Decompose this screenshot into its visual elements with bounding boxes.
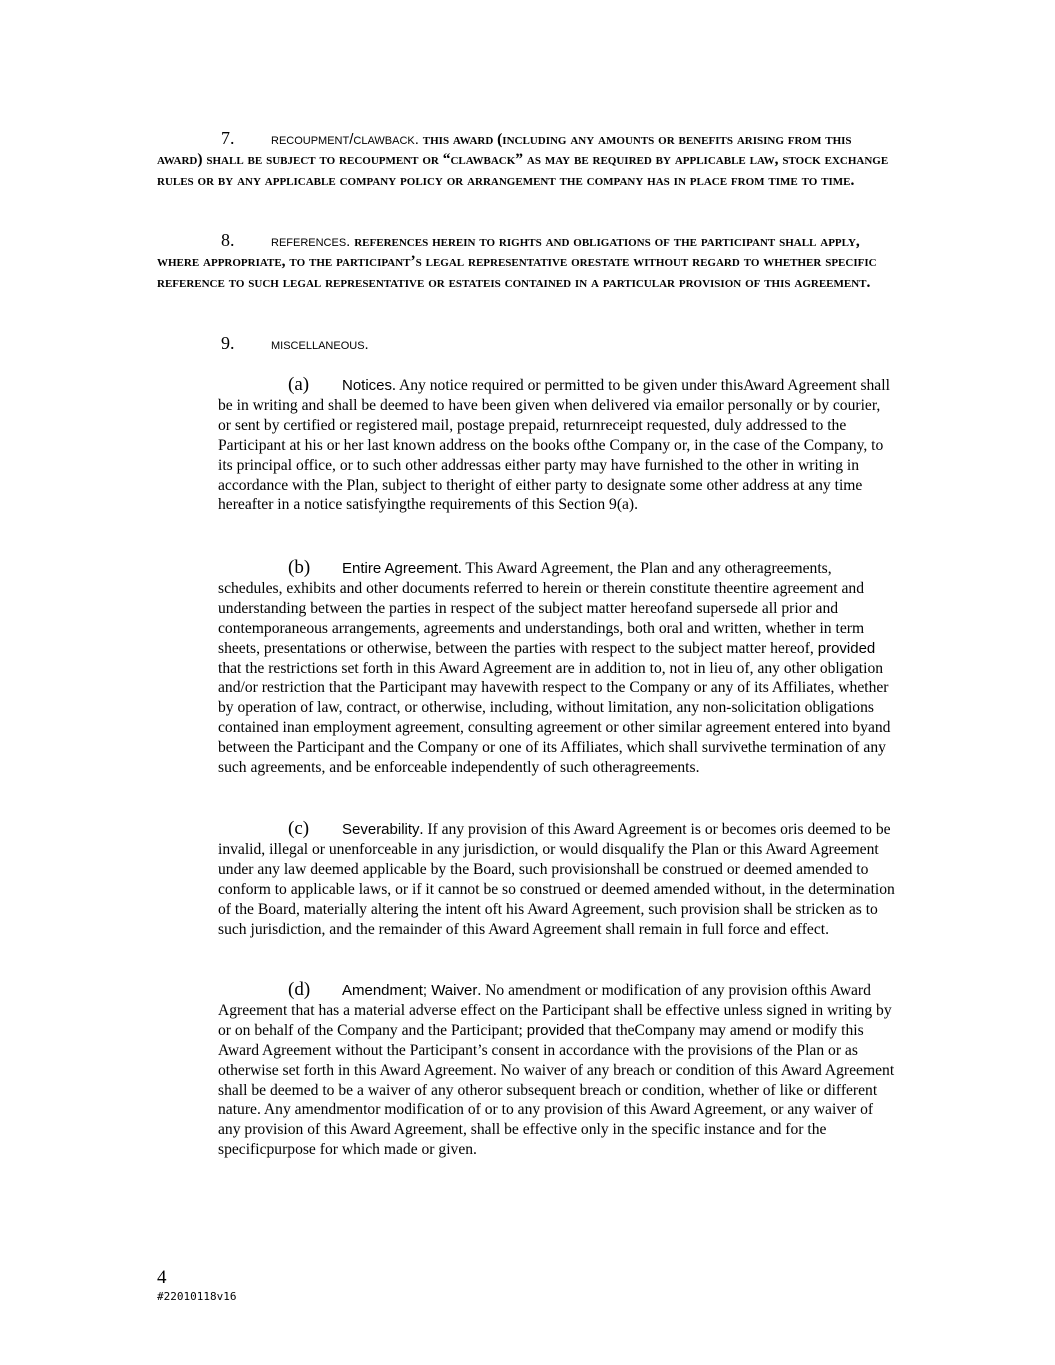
subsection-heading: Severability: [342, 821, 420, 838]
subsection-text: . If any provision of this Award Agreement is or becomes oris deemed to be invalid, illegal or unenforceable in any jurisdiction, or would disqualify the Plan or this Award Agreement under any law deemed applicable by the Board, such provisionshall be construed or deemed amended to conform to applicable laws, or if it cannot be so construed or deemed amended without, in the determination of the Board, materially altering the intent oft his Award Agreement, such provision shall be stricken as to such jurisdiction, and the remainder of this Award Agreement shall remain in full force and effect.: [218, 821, 895, 938]
section-9: [157, 333, 897, 355]
document-id: #22010118v16: [157, 1290, 237, 1303]
subsection-text: . This Award Agreement, the Plan and any otheragreements, schedules, exhibits and other documents referred to herein or therein constitute theentire agreement and understanding between the parties in respect of the subject matter hereofand supersede all prior and contemporaneous arrangements, agreements and understandings, both oral and written, whether in term sheets, presentations or otherwise, between the parties with respect to the subject matter hereof,: [218, 560, 865, 657]
page-number: 4: [157, 1267, 167, 1288]
subsection-label: (d): [288, 979, 311, 1000]
subsection-text: . Any notice required or permitted to be given under thisAward Agreement shall be in writing and shall be deemed to have been given when delivered via emailor personally or by courier, or sent by certified or registered mail, postage prepaid, returnreceipt requested, duly addressed to the Participant at his or her last known address on the books ofthe Company or, in the case of the Company, to its principal office, or to such other addressas either party may have furnished to the other in writing in accordance with the Plan, subject to theright of either party to designate some other address at any time hereafter in a notice satisfyingthe requirements of this Section 9(a).: [218, 377, 890, 514]
section-7: [157, 128, 897, 191]
section-number: 8.: [221, 230, 235, 250]
subsection-label: (c): [288, 818, 310, 839]
section-number: 7.: [221, 128, 235, 148]
section-heading: references.: [271, 233, 351, 250]
subsection-heading: Amendment; Waiver: [342, 982, 478, 999]
subsection-amendment-waiver: [218, 980, 896, 1160]
subsection-text: . No amendment or modification of any provision ofthis Award Agreement that has a material adverse effect on the Participant shall be effective unless signed in writing by or on behalf of the Company and the Participant;: [218, 982, 892, 1039]
subsection-label: (a): [288, 374, 310, 395]
subsection-notices: [218, 375, 896, 515]
provided-emphasis: provided: [817, 639, 876, 657]
subsection-heading: Notices: [342, 377, 393, 394]
provided-emphasis: provided: [526, 1021, 585, 1039]
subsection-label: (b): [288, 557, 311, 578]
section-text: this award (including any amounts or benefits arising from this award) shall be subject to recoupment or “clawback” as may be required by applicable law, stock exchange rules or by any applicable company policy or arrangement the company has in place from time to time.: [157, 131, 889, 189]
subsection-heading: Entire Agreement: [342, 560, 458, 577]
subsection-text-continued: that the restrictions set forth in this Award Agreement are in addition to, not in lieu of, any other obligation and/or restriction that the Participant may havewith respect to the Company or any of its Affiliates, whether by operation of law, contract, or otherwise, including, without limitation, any non-solicitation obligations contained inan employment agreement, consulting agreement or other similar agreement entered into byand between the Participant and the Company or one of its Affiliates, which shall survivethe termination of any such agreements, and be enforceable independently of such otheragreements.: [218, 659, 891, 777]
subsection-severability: [218, 819, 896, 939]
section-8: [157, 230, 897, 293]
section-heading: recoupment/clawback.: [271, 131, 419, 148]
section-number: 9.: [221, 333, 235, 353]
section-text: references herein to rights and obligations of the participant shall apply, where appropriate, to the participant’s legal representative orestate without regard to whether specific reference to such legal representative or estateis contained in a particular provision of this agreement.: [157, 233, 877, 291]
subsection-entire-agreement: [218, 558, 896, 778]
subsection-text-continued: that theCompany may amend or modify this Award Agreement without the Participant’s consent in accordance with the provisions of the Plan or as otherwise set forth in this Award Agreement. No waiver of any breach or condition of this Award Agreement shall be deemed to be a waiver of any otheror subsequent breach or condition, whether of like or different nature. Any amendmentor modification of or to any provision of this Award Agreement, or any waiver of any provision of this Award Agreement, shall be effective only in the specific instance and for the specificpurpose for which made or given.: [218, 1021, 895, 1159]
section-heading: miscellaneous.: [271, 336, 369, 353]
